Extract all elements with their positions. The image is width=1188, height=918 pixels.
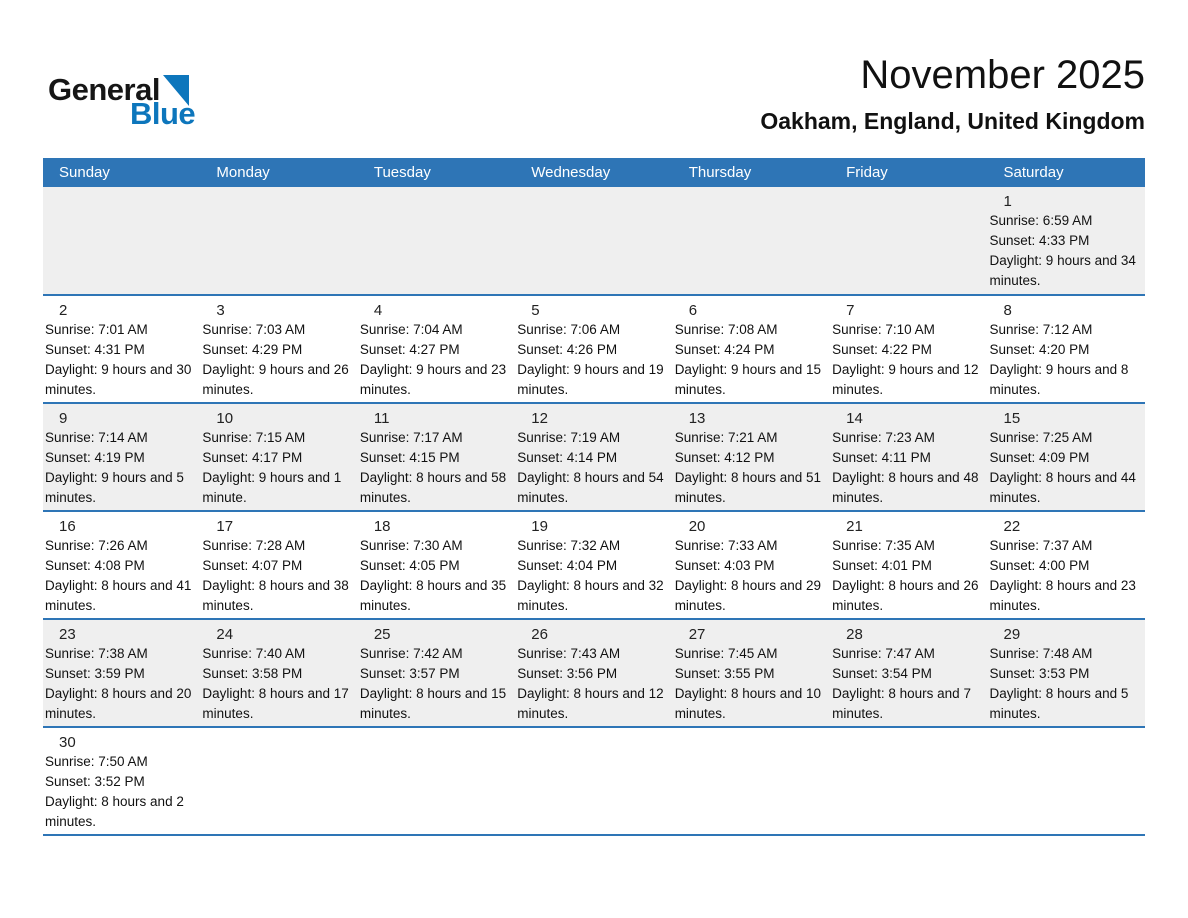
empty-cell bbox=[515, 728, 672, 834]
weekday-friday: Friday bbox=[846, 164, 888, 181]
daylight-text: Daylight: 8 hours and 20 minutes. bbox=[45, 686, 192, 721]
sunrise-text: Sunrise: 7:04 AM bbox=[359, 322, 463, 337]
empty-cell bbox=[830, 728, 987, 834]
day-cell-13 bbox=[673, 404, 830, 510]
week-row-5 bbox=[43, 618, 1145, 726]
sunset-text: Sunset: 4:33 PM bbox=[989, 233, 1090, 248]
sunrise-text: Sunrise: 7:38 AM bbox=[45, 646, 148, 661]
day-number: 2 bbox=[59, 302, 68, 319]
empty-cell bbox=[358, 728, 515, 834]
sunrise-text: Sunrise: 7:30 AM bbox=[359, 538, 463, 553]
month-title: November 2025 bbox=[860, 53, 1145, 97]
calendar-grid bbox=[43, 187, 1145, 834]
sunrise-text: Sunrise: 7:10 AM bbox=[832, 322, 935, 337]
sunset-text: Sunset: 3:58 PM bbox=[202, 666, 303, 681]
week-row-1 bbox=[43, 187, 1145, 294]
sunset-text: Sunset: 4:31 PM bbox=[45, 342, 145, 357]
week-row-4 bbox=[43, 510, 1145, 618]
day-cell-24 bbox=[200, 620, 357, 726]
sunset-text: Sunset: 4:00 PM bbox=[989, 558, 1090, 573]
daylight-text: Daylight: 9 hours and 5 minutes. bbox=[45, 470, 184, 505]
sunset-text: Sunset: 3:56 PM bbox=[517, 666, 618, 681]
day-number: 19 bbox=[531, 518, 548, 535]
daylight-text: Daylight: 8 hours and 35 minutes. bbox=[359, 578, 507, 613]
sunrise-text: Sunrise: 7:03 AM bbox=[202, 322, 306, 337]
weekday-thursday: Thursday bbox=[688, 164, 752, 181]
sunset-text: Sunset: 3:55 PM bbox=[674, 666, 775, 681]
weekday-tuesday: Tuesday bbox=[373, 164, 431, 181]
empty-cell bbox=[988, 728, 1145, 834]
sunset-text: Sunset: 3:57 PM bbox=[359, 666, 460, 681]
empty-cell bbox=[830, 187, 987, 294]
day-cell-21 bbox=[830, 512, 987, 618]
day-cell-1 bbox=[988, 187, 1145, 294]
sunset-text: Sunset: 4:29 PM bbox=[202, 342, 303, 357]
daylight-text: Daylight: 8 hours and 51 minutes. bbox=[674, 470, 822, 505]
daylight-text: Daylight: 8 hours and 2 minutes. bbox=[45, 794, 184, 829]
day-number: 7 bbox=[846, 302, 855, 319]
day-cell-25 bbox=[358, 620, 515, 726]
sunrise-text: Sunrise: 7:17 AM bbox=[359, 430, 463, 445]
sunrise-text: Sunrise: 7:06 AM bbox=[517, 322, 621, 337]
day-number: 30 bbox=[59, 734, 76, 751]
day-cell-7 bbox=[830, 296, 987, 402]
day-cell-14 bbox=[830, 404, 987, 510]
day-number: 12 bbox=[531, 410, 548, 427]
week-row-6 bbox=[43, 726, 1145, 834]
day-cell-27 bbox=[673, 620, 830, 726]
daylight-text: Daylight: 9 hours and 15 minutes. bbox=[674, 362, 822, 397]
sunrise-text: Sunrise: 7:40 AM bbox=[202, 646, 306, 661]
sunset-text: Sunset: 4:24 PM bbox=[674, 342, 775, 357]
day-cell-28 bbox=[830, 620, 987, 726]
day-number: 20 bbox=[688, 518, 706, 535]
daylight-text: Daylight: 9 hours and 8 minutes. bbox=[989, 362, 1129, 397]
day-cell-4 bbox=[358, 296, 515, 402]
sunrise-text: Sunrise: 7:28 AM bbox=[202, 538, 306, 553]
sunset-text: Sunset: 4:11 PM bbox=[832, 450, 931, 465]
daylight-text: Daylight: 8 hours and 29 minutes. bbox=[674, 578, 822, 613]
sunrise-text: Sunrise: 7:19 AM bbox=[517, 430, 621, 445]
sunrise-text: Sunrise: 7:33 AM bbox=[674, 538, 778, 553]
day-number: 18 bbox=[373, 518, 391, 535]
daylight-text: Daylight: 8 hours and 10 minutes. bbox=[674, 686, 822, 721]
day-cell-8 bbox=[988, 296, 1145, 402]
calendar bbox=[43, 158, 1145, 836]
empty-cell bbox=[358, 187, 515, 294]
day-cell-6 bbox=[673, 296, 830, 402]
sunset-text: Sunset: 4:17 PM bbox=[202, 450, 303, 465]
sunrise-text: Sunrise: 7:35 AM bbox=[832, 538, 935, 553]
day-cell-29 bbox=[988, 620, 1145, 726]
weekday-saturday: Saturday bbox=[1003, 164, 1064, 181]
logo-text-blue: Blue bbox=[130, 96, 196, 131]
day-number: 24 bbox=[216, 626, 234, 643]
empty-cell bbox=[673, 728, 830, 834]
day-number: 21 bbox=[846, 518, 863, 535]
day-cell-18 bbox=[358, 512, 515, 618]
page-header bbox=[0, 0, 1188, 158]
daylight-text: Daylight: 9 hours and 23 minutes. bbox=[359, 362, 507, 397]
daylight-text: Daylight: 8 hours and 7 minutes. bbox=[832, 686, 971, 721]
daylight-text: Daylight: 8 hours and 58 minutes. bbox=[359, 470, 507, 505]
daylight-text: Daylight: 8 hours and 38 minutes. bbox=[202, 578, 349, 613]
day-cell-19 bbox=[515, 512, 672, 618]
daylight-text: Daylight: 8 hours and 17 minutes. bbox=[202, 686, 349, 721]
sunset-text: Sunset: 4:04 PM bbox=[517, 558, 618, 573]
weekday-header-row bbox=[43, 158, 1145, 187]
sunrise-text: Sunrise: 7:14 AM bbox=[45, 430, 148, 445]
day-number: 23 bbox=[59, 626, 76, 643]
sunset-text: Sunset: 4:20 PM bbox=[989, 342, 1090, 357]
day-cell-3 bbox=[200, 296, 357, 402]
day-number: 10 bbox=[216, 410, 234, 427]
sunrise-text: Sunrise: 7:32 AM bbox=[517, 538, 621, 553]
daylight-text: Daylight: 8 hours and 41 minutes. bbox=[45, 578, 192, 613]
day-number: 6 bbox=[688, 302, 698, 319]
day-number: 17 bbox=[216, 518, 234, 535]
sunrise-text: Sunrise: 7:26 AM bbox=[45, 538, 148, 553]
sunrise-text: Sunrise: 7:47 AM bbox=[832, 646, 935, 661]
title-block bbox=[760, 52, 1145, 135]
sunrise-text: Sunrise: 7:43 AM bbox=[517, 646, 621, 661]
day-cell-26 bbox=[515, 620, 672, 726]
day-cell-12 bbox=[515, 404, 672, 510]
sunrise-text: Sunrise: 7:08 AM bbox=[674, 322, 778, 337]
day-number: 9 bbox=[59, 410, 68, 427]
day-number: 4 bbox=[373, 302, 383, 319]
sunset-text: Sunset: 4:03 PM bbox=[674, 558, 775, 573]
daylight-text: Daylight: 8 hours and 26 minutes. bbox=[832, 578, 979, 613]
sunrise-text: Sunrise: 7:12 AM bbox=[989, 322, 1093, 337]
general-blue-logo bbox=[48, 74, 195, 129]
empty-cell bbox=[673, 187, 830, 294]
sunset-text: Sunset: 4:07 PM bbox=[202, 558, 303, 573]
empty-cell bbox=[200, 728, 357, 834]
sunrise-text: Sunrise: 7:21 AM bbox=[674, 430, 778, 445]
sunrise-text: Sunrise: 7:42 AM bbox=[359, 646, 463, 661]
daylight-text: Daylight: 9 hours and 34 minutes. bbox=[989, 253, 1136, 288]
day-number: 8 bbox=[1003, 302, 1012, 319]
day-cell-9 bbox=[43, 404, 200, 510]
sunset-text: Sunset: 3:59 PM bbox=[45, 666, 145, 681]
sunset-text: Sunset: 3:52 PM bbox=[45, 774, 145, 789]
day-cell-11 bbox=[358, 404, 515, 510]
day-number: 15 bbox=[1003, 410, 1021, 427]
day-cell-22 bbox=[988, 512, 1145, 618]
weekday-sunday: Sunday bbox=[59, 164, 110, 181]
daylight-text: Daylight: 9 hours and 26 minutes. bbox=[202, 362, 349, 397]
daylight-text: Daylight: 8 hours and 48 minutes. bbox=[832, 470, 979, 505]
sunrise-text: Sunrise: 7:23 AM bbox=[832, 430, 935, 445]
day-number: 14 bbox=[846, 410, 863, 427]
empty-cell bbox=[200, 187, 357, 294]
sunset-text: Sunset: 4:26 PM bbox=[517, 342, 618, 357]
sunset-text: Sunset: 4:08 PM bbox=[45, 558, 145, 573]
week-row-3 bbox=[43, 402, 1145, 510]
week-row-2 bbox=[43, 294, 1145, 402]
sunset-text: Sunset: 4:05 PM bbox=[359, 558, 460, 573]
sunrise-text: Sunrise: 7:01 AM bbox=[45, 322, 148, 337]
weekday-wednesday: Wednesday bbox=[531, 164, 611, 181]
day-number: 5 bbox=[531, 302, 540, 319]
daylight-text: Daylight: 8 hours and 54 minutes. bbox=[517, 470, 664, 505]
day-number: 29 bbox=[1003, 626, 1021, 643]
day-number: 27 bbox=[688, 626, 706, 643]
day-number: 25 bbox=[373, 626, 391, 643]
sunset-text: Sunset: 4:01 PM bbox=[832, 558, 932, 573]
daylight-text: Daylight: 9 hours and 12 minutes. bbox=[832, 362, 979, 397]
daylight-text: Daylight: 8 hours and 23 minutes. bbox=[989, 578, 1136, 613]
day-cell-23 bbox=[43, 620, 200, 726]
daylight-text: Daylight: 9 hours and 30 minutes. bbox=[45, 362, 192, 397]
day-number: 11 bbox=[373, 410, 390, 427]
sunrise-text: Sunrise: 7:50 AM bbox=[45, 754, 148, 769]
day-cell-16 bbox=[43, 512, 200, 618]
day-cell-2 bbox=[43, 296, 200, 402]
daylight-text: Daylight: 9 hours and 19 minutes. bbox=[517, 362, 664, 397]
day-cell-5 bbox=[515, 296, 672, 402]
sunset-text: Sunset: 4:27 PM bbox=[359, 342, 460, 357]
day-cell-20 bbox=[673, 512, 830, 618]
sunrise-text: Sunrise: 6:59 AM bbox=[989, 213, 1093, 228]
sunset-text: Sunset: 4:09 PM bbox=[989, 450, 1090, 465]
daylight-text: Daylight: 9 hours and 1 minute. bbox=[202, 470, 342, 505]
daylight-text: Daylight: 8 hours and 44 minutes. bbox=[989, 470, 1136, 505]
day-number: 26 bbox=[531, 626, 548, 643]
day-number: 13 bbox=[688, 410, 706, 427]
day-number: 16 bbox=[59, 518, 76, 535]
sunrise-text: Sunrise: 7:48 AM bbox=[989, 646, 1093, 661]
sunset-text: Sunset: 4:19 PM bbox=[45, 450, 145, 465]
empty-cell bbox=[43, 187, 200, 294]
sunset-text: Sunset: 3:53 PM bbox=[989, 666, 1090, 681]
sunset-text: Sunset: 4:22 PM bbox=[832, 342, 932, 357]
weekday-monday: Monday bbox=[216, 164, 270, 181]
logo-text-general: General bbox=[48, 72, 160, 107]
day-number: 1 bbox=[1003, 193, 1012, 210]
day-cell-10 bbox=[200, 404, 357, 510]
daylight-text: Daylight: 8 hours and 15 minutes. bbox=[359, 686, 507, 721]
sunset-text: Sunset: 3:54 PM bbox=[832, 666, 932, 681]
daylight-text: Daylight: 8 hours and 12 minutes. bbox=[517, 686, 664, 721]
day-number: 28 bbox=[846, 626, 863, 643]
day-cell-15 bbox=[988, 404, 1145, 510]
sunrise-text: Sunrise: 7:37 AM bbox=[989, 538, 1093, 553]
sunrise-text: Sunrise: 7:45 AM bbox=[674, 646, 778, 661]
day-number: 22 bbox=[1003, 518, 1021, 535]
day-cell-17 bbox=[200, 512, 357, 618]
sunrise-text: Sunrise: 7:25 AM bbox=[989, 430, 1093, 445]
empty-cell bbox=[515, 187, 672, 294]
daylight-text: Daylight: 8 hours and 5 minutes. bbox=[989, 686, 1129, 721]
day-cell-30 bbox=[43, 728, 200, 834]
sunset-text: Sunset: 4:12 PM bbox=[674, 450, 775, 465]
sunset-text: Sunset: 4:15 PM bbox=[359, 450, 460, 465]
sunrise-text: Sunrise: 7:15 AM bbox=[202, 430, 306, 445]
sunset-text: Sunset: 4:14 PM bbox=[517, 450, 618, 465]
day-number: 3 bbox=[216, 302, 225, 319]
daylight-text: Daylight: 8 hours and 32 minutes. bbox=[517, 578, 664, 613]
location-subtitle: Oakham, England, United Kingdom bbox=[760, 108, 1145, 134]
